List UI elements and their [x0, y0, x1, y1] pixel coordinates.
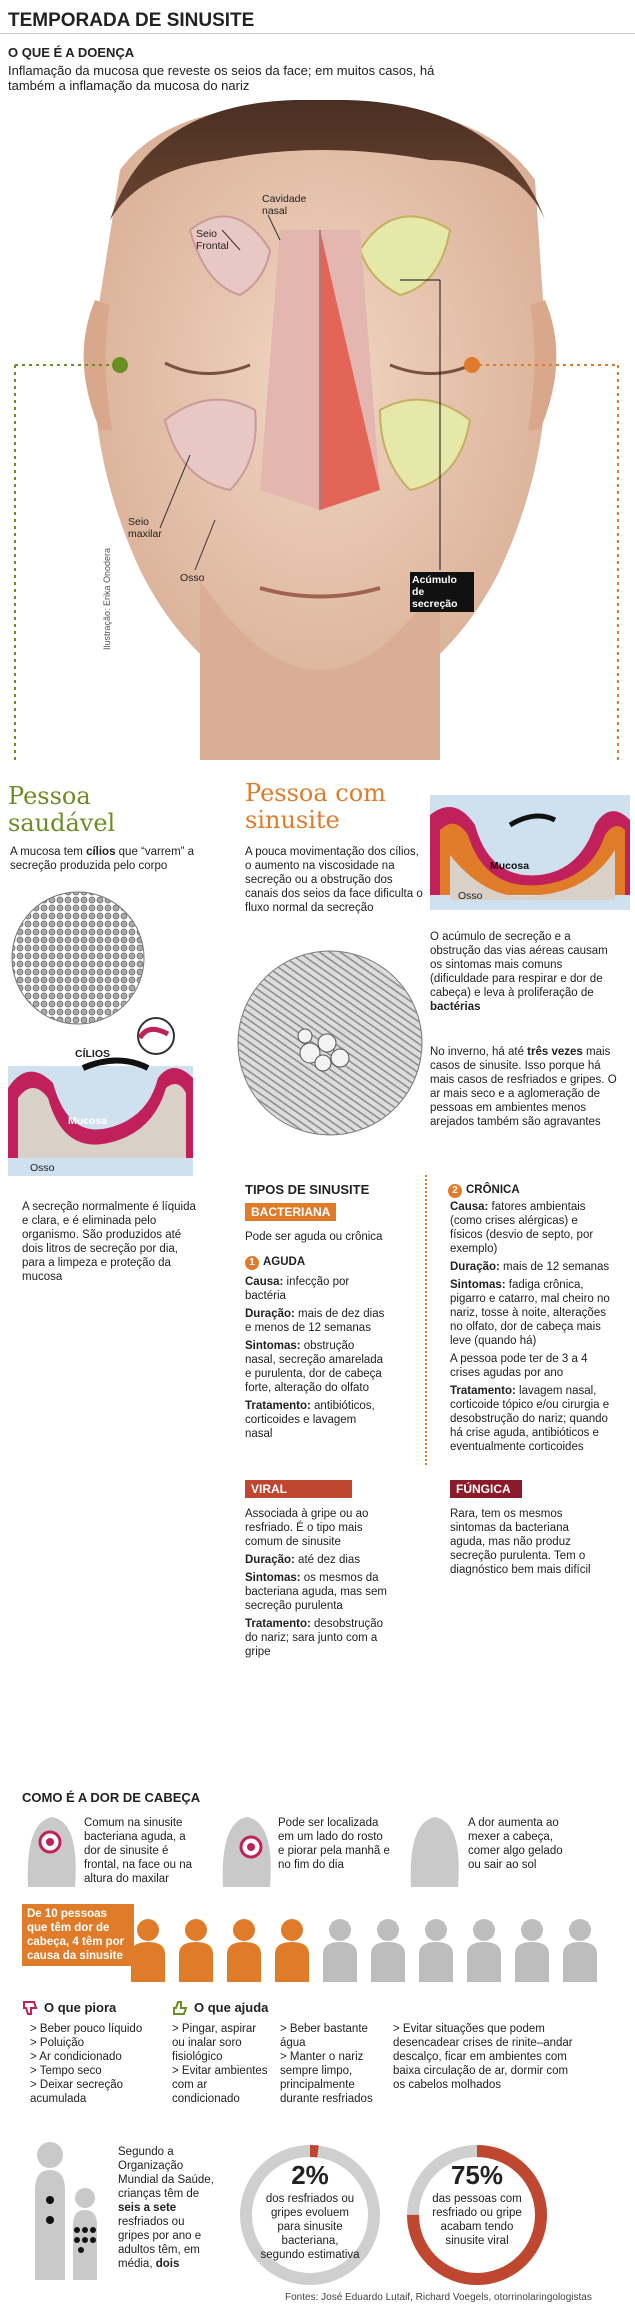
what-heading: O QUE É A DOENÇA	[8, 45, 135, 60]
types-branch	[245, 1465, 635, 1466]
pain-text-2: Pode ser localizada em um lado do rosto e piorar pela manhã e no fim do dia	[278, 1817, 390, 1871]
bacteria-microscope-image	[235, 948, 425, 1138]
stat-text-1: dos resfriados ou gripes evoluem para sinusite bacteriana, segundo estimativa	[260, 2193, 360, 2261]
cronica-title: 2 CRÔNICA	[448, 1183, 520, 1198]
label-acumulo: Acúmulo de secreção	[410, 572, 474, 612]
bacteriana-sub: Pode ser aguda ou crônica	[245, 1231, 383, 1243]
label-osso: Osso	[180, 572, 205, 584]
face-illustration	[0, 100, 635, 760]
label-frontal: Seio Frontal	[196, 228, 229, 252]
person-icon	[224, 1918, 264, 1982]
helps-heading: O que ajuda	[194, 2000, 269, 2015]
what-text: Inflamação da mucosa que reveste os seios da face; em muitos casos, há também a inflamação da mucosa do nariz	[8, 63, 435, 93]
aguda-details: Causa: infecção por bactéria Duração: mais de dez dias e menos de 12 semanas Sintomas: obstrução nasal, secreção amarelada e purulenta, dor de cabeça forte, alteração do olfato Tratamento: antibióticos, corticoides e lavagem nasal	[245, 1276, 385, 1440]
worse-list: > Beber pouco líquido > Poluição > Ar condicionado > Tempo seco > Deixar secreção acumulada	[30, 2023, 143, 2105]
helps-col-3: > Evitar situações que podem desencadear crises de rinite–andar descalço, ficar em ambientes com baixa circulação de ar, dormir com os cabelos molhados	[393, 2023, 573, 2091]
oms-text: Segundo a Organização Mundial da Saúde, crianças têm de seis a sete resfriados ou gripes por ano e adultos têm, em média, dois	[118, 2146, 214, 2270]
thumbs-down-icon	[22, 2000, 38, 2021]
person-icon	[512, 1918, 552, 1982]
person-icon	[320, 1918, 360, 1982]
stat-value-2: 75%	[450, 2160, 504, 2190]
pain-text-1: Comum na sinusite bacteriana aguda, a dor de sinusite é frontal, na face ou na altura do maxilar	[84, 1817, 193, 1885]
pain-text-3: A dor aumenta ao mexer a cabeça, comer algo gelado ou sair ao sol	[468, 1817, 563, 1871]
pain-stat: De 10 pessoas que têm dor de cabeça, 4 têm por causa da sinusite	[22, 1904, 134, 1966]
divider	[0, 33, 635, 34]
person-icon	[176, 1918, 216, 1982]
person-icon	[464, 1918, 504, 1982]
sick-intro: A pouca movimentação dos cílios, o aumento na viscosidade na secreção ou a obstrução dos canais dos seios da face dificulta o fluxo normal da secreção	[245, 846, 423, 914]
stat-value-1: 2%	[291, 2160, 329, 2190]
label-cavidade: Cavidade nasal	[262, 193, 307, 217]
viral-details: Associada à gripe ou ao resfriado. É o tipo mais comum de sinusite Duração: até dez dias Sintomas: os mesmos da bacteriana aguda, mas sem secreção purulenta Tratamento: desobstrução do nariz; sara junto com a gripe	[245, 1508, 387, 1658]
cilia-label: CÍLIOS	[75, 1048, 111, 1060]
healthy-osso-label: Osso	[30, 1162, 55, 1174]
aguda-title: 1 AGUDA	[245, 1255, 305, 1270]
cronica-connector	[425, 1175, 428, 1465]
healthy-mucosa-label: Mucosa	[68, 1115, 108, 1127]
thumbs-up-icon	[172, 2000, 188, 2021]
person-icon	[560, 1918, 600, 1982]
helps-col-1: > Pingar, aspirar ou inalar soro fisiológico > Evitar ambientes com ar condicionado	[172, 2023, 268, 2105]
healthy-text: A secreção normalmente é líquida e clara, e é eliminada pelo organismo. São produzidos até dois litros de secreção por dia, para a limpeza e proteção da mucosa	[22, 1201, 196, 1283]
sources: Fontes: José Eduardo Lutaif, Richard Voegels, otorrinolaringologistas	[285, 2292, 592, 2303]
sick-acumulo-text: O acúmulo de secreção e a obstrução das vias aéreas causam os sintomas mais comuns (dificuldade para respirar e dor de cabeça) e leva à proliferação de bactérias	[430, 931, 608, 1013]
fungica-text: Rara, tem os mesmos sintomas da bacteriana aguda, mas não produz secreção purulenta. Tem o diagnóstico bem mais difícil	[450, 1508, 591, 1576]
person-icon	[368, 1918, 408, 1982]
healthy-intro: A mucosa tem cílios que “varrem” a secreção produzida pelo corpo	[10, 846, 195, 872]
pain-heading: COMO É A DOR DE CABEÇA	[22, 1790, 201, 1805]
head-icon	[403, 1812, 463, 1887]
winter-text: No inverno, há até três vezes mais casos de sinusite. Isso porque há mais casos de resfriados e gripes. O ar mais seco e a aglomeração de pessoas em ambientes menos arejados também são agravantes	[430, 1046, 617, 1128]
worse-heading: O que piora	[44, 2000, 117, 2015]
family-icon	[15, 2130, 115, 2280]
person-icon	[128, 1918, 168, 1982]
fungica-tag: FÚNGICA	[450, 1480, 522, 1498]
page-title: TEMPORADA DE SINUSITE	[8, 10, 255, 31]
sick-osso-label: Osso	[458, 890, 483, 902]
helps-col-2: > Beber bastante água > Manter o nariz sempre limpo, principalmente durante resfriados	[280, 2023, 373, 2105]
head-pain-frontal-icon	[20, 1812, 80, 1887]
person-icon	[272, 1918, 312, 1982]
viral-tag: VIRAL	[245, 1480, 352, 1498]
people-chart	[128, 1918, 628, 1984]
label-maxilar: Seio maxilar	[128, 516, 162, 540]
sick-title: Pessoa com sinusite	[245, 779, 386, 834]
healthy-illustration	[8, 888, 198, 1188]
cronica-details: Causa: fatores ambientais (como crises alérgicas) e físicos (desvio de septo, por exemplo) Duração: mais de 12 semanas Sintomas: fadiga crônica, pigarro e catarro, mal cheiro no nariz, tosse à noite, alterações no olfato, dor de cabeça mais leve (quando há) A pessoa pode ter de 3 a 4 crises agudas por ano Tratamento: lavagem nasal, corticoide tópico e/ou cirurgia e desobstrução do nariz; quando há crise aguda, antibióticos e eventualmente corticoides	[450, 1201, 610, 1453]
stat-text-2: das pessoas com resfriado ou gripe acabam tendo sinusite viral	[432, 2193, 522, 2247]
person-icon	[416, 1918, 456, 1982]
healthy-title: Pessoa saudável	[8, 782, 116, 837]
illustration-credit: Ilustração: Erika Onodera	[102, 547, 112, 650]
bacteriana-tag: BACTERIANA	[245, 1203, 336, 1221]
head-pain-side-icon	[215, 1812, 275, 1887]
types-heading: TIPOS DE SINUSITE	[245, 1182, 370, 1197]
sick-mucosa-label: Mucosa	[490, 860, 530, 872]
